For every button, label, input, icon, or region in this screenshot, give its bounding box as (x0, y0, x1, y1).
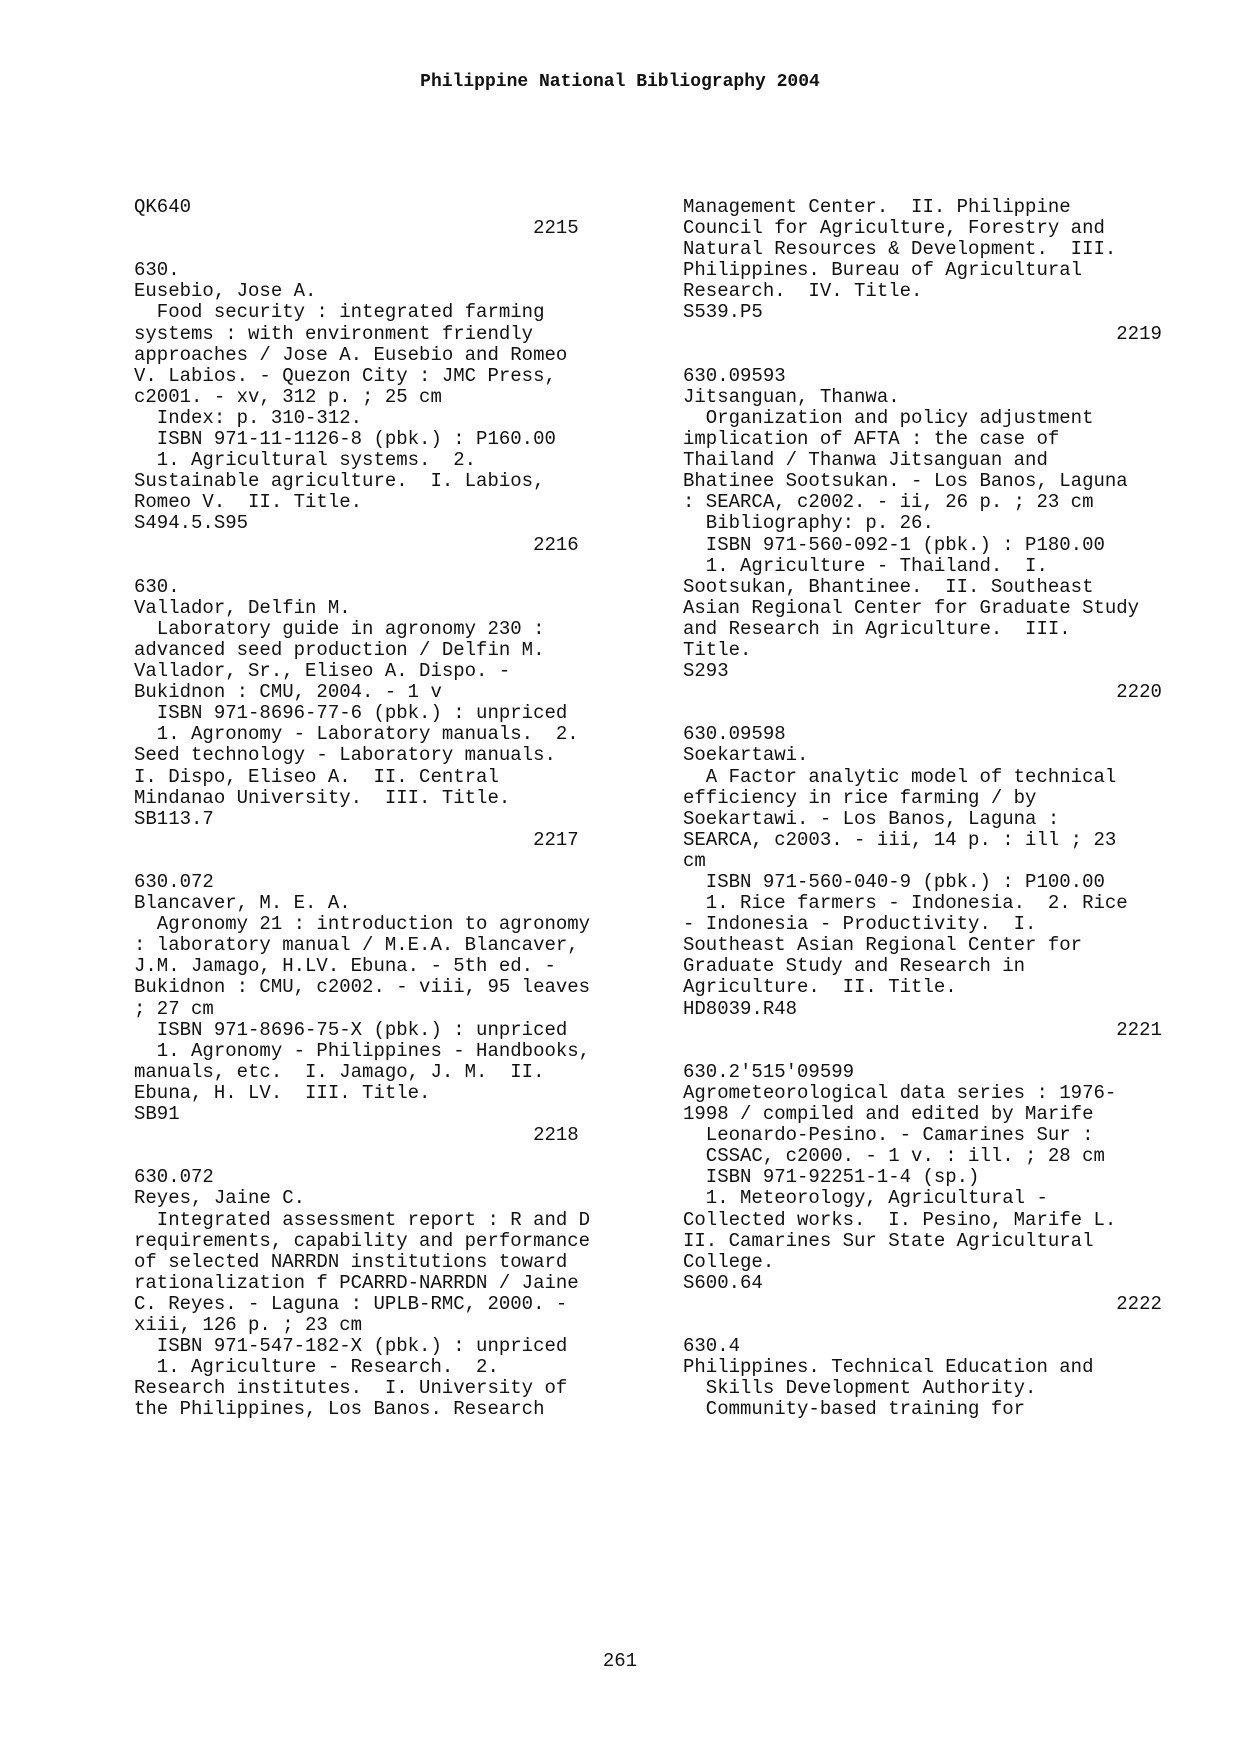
text-line (134, 1145, 654, 1166)
text-line: manuals, etc. I. Jamago, J. M. II. (134, 1060, 545, 1083)
text-line: V. Labios. - Quezon City : JMC Press, (134, 364, 556, 387)
text-line (683, 702, 1203, 723)
text-line: 1. Rice farmers - Indonesia. 2. Rice (683, 892, 1128, 915)
text-line: S494.5.S95 (134, 512, 249, 535)
text-line: c2001. - xv, 312 p. ; 25 cm (134, 385, 442, 408)
text-line (683, 1314, 1203, 1335)
text-line: II. Camarines Sur State Agricultural (683, 1229, 1094, 1252)
text-line: 630. (134, 259, 180, 282)
text-line: rationalization f PCARRD-NARRDN / Jaine (134, 1271, 579, 1294)
text-line: Reyes, Jaine C. (134, 1187, 306, 1210)
text-line: Natural Resources & Development. III. (683, 238, 1117, 261)
text-line: implication of AFTA : the case of (683, 428, 1060, 451)
text-line: 2220 (683, 681, 1162, 704)
text-line: : laboratory manual / M.E.A. Blancaver, (134, 934, 579, 957)
text-line: Thailand / Thanwa Jitsanguan and (683, 449, 1048, 472)
text-line: 630.4 (683, 1335, 741, 1358)
text-line: Organization and policy adjustment (683, 406, 1094, 429)
text-line: A Factor analytic model of technical (683, 765, 1117, 788)
text-line: Bibliography: p. 26. (683, 512, 934, 535)
text-line: Bukidnon : CMU, 2004. - 1 v (134, 681, 442, 704)
text-line: ISBN 971-547-182-X (pbk.) : unpriced (134, 1335, 568, 1358)
text-line: 1. Agriculture - Research. 2. (134, 1356, 499, 1379)
text-line: 2216 (134, 533, 579, 556)
text-line: Vallador, Delfin M. (134, 596, 351, 619)
text-line: 630.09593 (683, 364, 786, 387)
text-line: Agronomy 21 : introduction to agronomy (134, 913, 591, 936)
text-line: 630.2'515'09599 (683, 1060, 855, 1083)
text-line: Integrated assessment report : R and D (134, 1208, 591, 1231)
text-line: Community-based training for (683, 1398, 1026, 1421)
text-line: 2218 (134, 1124, 579, 1147)
text-line: Index: p. 310-312. (134, 406, 363, 429)
text-line: 2217 (134, 828, 579, 851)
text-line: Agriculture. II. Title. (683, 976, 957, 999)
text-line: Ebuna, H. LV. III. Title. (134, 1081, 431, 1104)
text-line: I. Dispo, Eliseo A. II. Central (134, 765, 499, 788)
text-line: Philippines. Technical Education and (683, 1356, 1094, 1379)
text-line: ISBN 971-11-1126-8 (pbk.) : P160.00 (134, 428, 556, 451)
text-line: ISBN 971-560-040-9 (pbk.) : P100.00 (683, 871, 1105, 893)
text-line: SEARCA, c2003. - iii, 14 p. : ill ; 23 (683, 828, 1117, 851)
text-line (134, 238, 654, 259)
text-line: Research. IV. Title. (683, 280, 923, 303)
text-line: 630. (134, 575, 180, 598)
text-line (683, 1040, 1203, 1061)
text-line: Sustainable agriculture. I. Labios, (134, 470, 545, 493)
text-line: 2219 (683, 322, 1162, 345)
text-line: Vallador, Sr., Eliseo A. Dispo. - (134, 660, 511, 683)
text-line: S539.P5 (683, 301, 763, 324)
text-line: ISBN 971-8696-77-6 (pbk.) : unpriced (134, 702, 568, 725)
text-line: S600.64 (683, 1271, 763, 1294)
text-line: 2215 (134, 217, 579, 240)
text-line: SB91 (134, 1103, 180, 1126)
text-line: Skills Development Authority. (683, 1377, 1037, 1400)
text-line: 1. Agriculture - Thailand. I. (683, 554, 1048, 577)
text-line: 630.072 (134, 1166, 214, 1189)
text-line: Eusebio, Jose A. (134, 280, 317, 303)
text-line: ISBN 971-8696-75-X (pbk.) : unpriced (134, 1018, 568, 1041)
text-line: ; 27 cm (134, 997, 214, 1020)
text-line: 630.09598 (683, 723, 786, 746)
left-column (134, 196, 654, 1419)
text-line: QK640 (134, 196, 192, 218)
text-line: Title. (683, 638, 752, 661)
text-line: Jitsanguan, Thanwa. (683, 385, 900, 408)
text-line: College. (683, 1250, 775, 1273)
text-line: - Indonesia - Productivity. I. (683, 913, 1037, 936)
text-line: and Research in Agriculture. III. (683, 617, 1071, 640)
text-line: 1. Agronomy - Philippines - Handbooks, (134, 1039, 591, 1062)
text-line: Food security : integrated farming (134, 301, 545, 324)
text-line (134, 555, 654, 576)
text-line: Soekartawi. (683, 744, 809, 767)
text-line (134, 850, 654, 871)
text-line: Collected works. I. Pesino, Marife L. (683, 1208, 1117, 1231)
text-line: Agrometeorological data series : 1976- (683, 1081, 1117, 1104)
text-line: : SEARCA, c2002. - ii, 26 p. ; 23 cm (683, 491, 1094, 514)
text-line: of selected NARRDN institutions toward (134, 1250, 568, 1273)
text-line: Soekartawi. - Los Banos, Laguna : (683, 807, 1060, 830)
text-line: Romeo V. II. Title. (134, 491, 363, 514)
text-line: Sootsukan, Bhantinee. II. Southeast (683, 575, 1094, 598)
text-line: Blancaver, M. E. A. (134, 892, 351, 915)
text-line: J.M. Jamago, H.LV. Ebuna. - 5th ed. - (134, 955, 556, 978)
text-line: requirements, capability and performance (134, 1229, 591, 1252)
text-line: Seed technology - Laboratory manuals. (134, 744, 556, 767)
text-line: CSSAC, c2000. - 1 v. : ill. ; 28 cm (683, 1145, 1105, 1168)
text-line: Graduate Study and Research in (683, 955, 1026, 978)
text-line: Southeast Asian Regional Center for (683, 934, 1083, 957)
text-line: approaches / Jose A. Eusebio and Romeo (134, 343, 568, 366)
page-number: 261 (602, 1650, 638, 1672)
text-line: 2222 (683, 1292, 1162, 1315)
text-line: 1. Agricultural systems. 2. (134, 449, 477, 472)
page-title: Philippine National Bibliography 2004 (420, 72, 820, 92)
text-line: Mindanao University. III. Title. (134, 786, 511, 809)
text-line: Leonardo-Pesino. - Camarines Sur : (683, 1124, 1094, 1147)
text-line: Council for Agriculture, Forestry and (683, 217, 1105, 240)
text-line: ISBN 971-560-092-1 (pbk.) : P180.00 (683, 533, 1105, 556)
text-line: cm (683, 849, 706, 872)
right-column (683, 196, 1203, 1419)
text-line: the Philippines, Los Banos. Research (134, 1398, 545, 1421)
text-line: xiii, 126 p. ; 23 cm (134, 1313, 363, 1336)
text-line: systems : with environment friendly (134, 322, 534, 345)
text-line: 2221 (683, 1018, 1162, 1041)
text-line: 630.072 (134, 871, 214, 893)
text-line: Philippines. Bureau of Agricultural (683, 259, 1083, 282)
text-line: Bukidnon : CMU, c2002. - viii, 95 leaves (134, 976, 591, 999)
text-line: Bhatinee Sootsukan. - Los Banos, Laguna (683, 470, 1128, 493)
text-line: C. Reyes. - Laguna : UPLB-RMC, 2000. - (134, 1292, 568, 1315)
text-line (683, 344, 1203, 365)
text-line: ISBN 971-92251-1-4 (sp.) (683, 1166, 980, 1189)
text-line: efficiency in rice farming / by (683, 786, 1037, 809)
text-line: SB113.7 (134, 807, 214, 830)
text-line: 1998 / compiled and edited by Marife (683, 1103, 1094, 1126)
text-line: Asian Regional Center for Graduate Study (683, 596, 1140, 619)
text-line: Research institutes. I. University of (134, 1377, 568, 1400)
text-line: Management Center. II. Philippine (683, 196, 1071, 218)
text-line: 1. Meteorology, Agricultural - (683, 1187, 1048, 1210)
text-line: advanced seed production / Delfin M. (134, 638, 545, 661)
text-line: S293 (683, 660, 729, 683)
text-line: HD8039.R48 (683, 997, 798, 1020)
text-line: Laboratory guide in agronomy 230 : (134, 617, 545, 640)
text-line: 1. Agronomy - Laboratory manuals. 2. (134, 723, 579, 746)
